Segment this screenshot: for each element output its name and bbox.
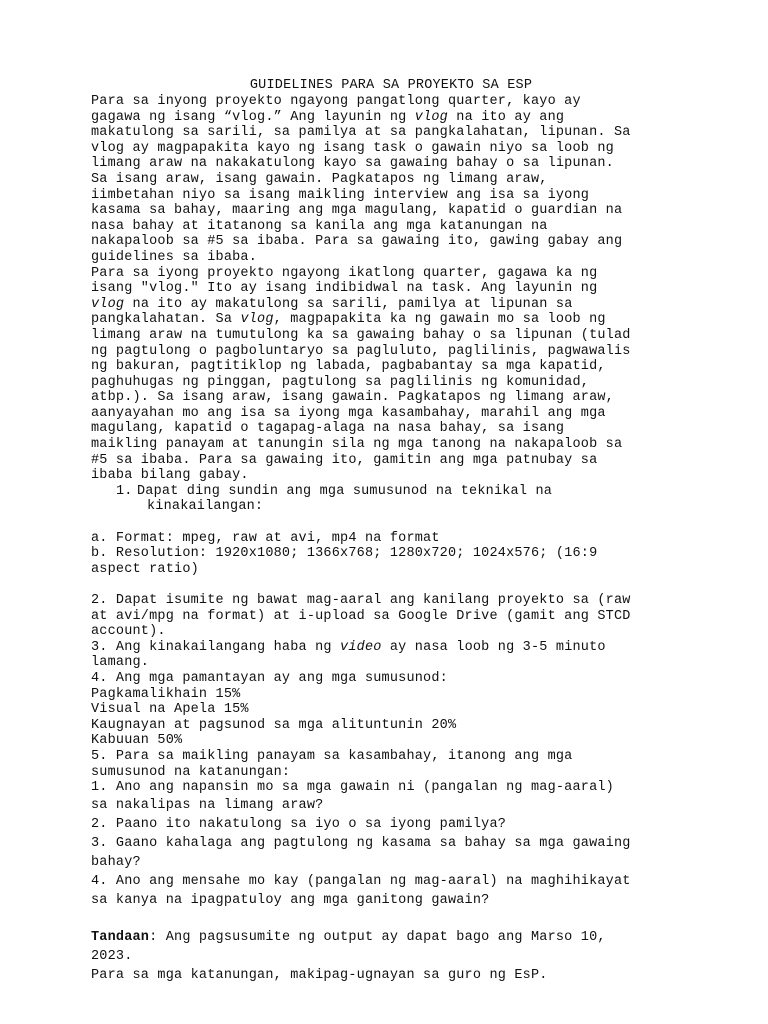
technical-spec-list	[91, 531, 691, 578]
text-line: lamang.	[91, 655, 150, 671]
text-line: paghuhugas ng pinggan, pagtulong sa paglilinis ng komunidad,	[91, 374, 590, 390]
text-line: nasa bahay at itatanong sa kanila ang mga katanungan na	[91, 218, 548, 234]
text-line: iimbetahan niyo sa isang maikling interview ang isa sa iyong	[91, 187, 590, 203]
list-item-submission: 2. Dapat isumite ng bawat mag-aaral ang kanilang proyekto sa (raw	[91, 593, 631, 608]
text-line: Sa isang araw, isang gawain. Pagkatapos ng limang araw,	[91, 171, 548, 187]
numbered-list	[91, 593, 691, 910]
text-line: #5 sa ibaba. Para sa gawaing ito, gamitin ang mga patnubay sa	[91, 452, 598, 468]
text-line: pangkalahatan. Sa vlog, magpapakita ka ng gawain mo sa loob ng	[91, 312, 606, 328]
text-line: nakapaloob sa #5 sa ibaba. Para sa gawaing ito, gawing gabay ang	[91, 234, 623, 250]
list-item-technical-requirements	[91, 484, 691, 515]
spacer	[91, 577, 691, 593]
document-body	[91, 78, 691, 985]
criteria-creativity: Pagkamalikhain 15%	[91, 686, 241, 702]
list-item-interview: 5. Para sa maikling panayam sa kasambahay, itanong ang mga	[91, 748, 573, 764]
text-line: Para sa inyong proyekto ngayong pangatlong quarter, kayo ay	[91, 94, 581, 109]
paragraph-intro-2	[91, 266, 691, 484]
text-line: limang araw na nakakatulong kayo sa gawaing bahay o sa lipunan.	[91, 156, 614, 172]
question-4: 4. Ano ang mensahe mo kay (pangalan ng mag-aaral) na maghihikayat	[91, 873, 631, 889]
list-item-duration: 3. Ang kinakailangang haba ng video ay nasa loob ng 3-5 minuto	[91, 639, 606, 655]
list-number: 1.	[116, 483, 133, 499]
text-line: Para sa iyong proyekto ngayong ikatlong quarter, gagawa ka ng	[91, 265, 598, 281]
spacer	[91, 515, 691, 531]
spacer	[91, 910, 691, 928]
text-line: gagawa ng isang “vlog.” Ang layunin ng vlog na ito ay ang	[91, 109, 565, 125]
text-line: account).	[91, 624, 166, 640]
text-line: vlog na ito ay makatulong sa sarili, pamilya at lipunan sa	[91, 296, 573, 312]
list-item-criteria: 4. Ang mga pamantayan ay ang mga sumusunod:	[91, 670, 448, 686]
text-line: sa nakalipas na limang araw?	[91, 797, 324, 813]
text-line: Tandaan: Ang pagsusumite ng output ay dapat bago ang Marso 10,	[91, 929, 606, 945]
text-line: isang "vlog." Ito ay isang indibidwal na task. Ang layunin ng	[91, 281, 598, 297]
text-line: magulang, kapatid o tagapag-alaga na nasa bahay, sa isang	[91, 421, 565, 437]
text-line: at avi/mpg na format) at i-upload sa Google Drive (gamit ang STCD	[91, 608, 631, 624]
text-line: makatulong sa sarili, sa pamilya at sa pangkalahatan, lipunan. Sa	[91, 125, 631, 141]
text-line: Dapat ding sundin ang mga sumusunod na teknikal na	[137, 483, 553, 499]
text-line: kasama sa bahay, maaring ang mga magulang, kapatid o guardian na	[91, 203, 623, 219]
deadline-note	[91, 928, 691, 985]
question-1: 1. Ano ang napansin mo sa mga gawain ni (pangalan ng mag-aaral)	[91, 780, 614, 796]
contact-note: Para sa mga katanungan, makipag-ugnayan sa guro ng EsP.	[91, 967, 548, 983]
text-line: ibaba bilang gabay.	[91, 468, 249, 484]
text-line: ng bakuran, pagtitiklop ng labada, pagbabantay sa mga kapatid,	[91, 359, 606, 375]
text-line: aanyayahan mo ang isa sa iyong mga kasambahay, marahil ang mga	[91, 405, 606, 421]
text-line: ng pagtulong o pagboluntaryo sa pagluluto, paglilinis, pagwawalis	[91, 343, 631, 359]
text-line: vlog ay magpapakita kayo ng isang task o gawain niyo sa loob ng	[91, 140, 614, 156]
document-title: GUIDELINES PARA SA PROYEKTO SA ESP	[249, 78, 533, 93]
text-line: 2023.	[91, 948, 133, 964]
text-line: guidelines sa ibaba.	[91, 249, 258, 265]
paragraph-intro-1	[91, 94, 691, 266]
question-3: 3. Gaano kahalaga ang pagtulong ng kasama sa bahay sa mga gawaing	[91, 835, 631, 851]
note-label: Tandaan	[91, 929, 150, 945]
text-line: atbp.). Sa isang araw, isang gawain. Pagkatapos ng limang araw,	[91, 390, 614, 406]
text-line: sumusunod na katanungan:	[91, 764, 291, 780]
text-line: bahay?	[91, 854, 141, 870]
text-line: sa kanya na ipagpatuloy ang mga ganitong gawain?	[91, 892, 490, 908]
spec-format: a. Format: mpeg, raw at avi, mp4 na format	[91, 530, 440, 546]
criteria-relevance: Kaugnayan at pagsunod sa mga alituntunin 20%	[91, 717, 457, 733]
text-line: kinakailangan:	[147, 499, 264, 515]
criteria-visual-appeal: Visual na Apela 15%	[91, 702, 249, 718]
spec-resolution: b. Resolution: 1920x1080; 1366x768; 1280x720; 1024x576; (16:9	[91, 546, 598, 562]
text-line: limang araw na tumutulong ka sa gawaing bahay o sa lipunan (tulad	[91, 327, 631, 343]
text-line: maikling panayam at tanungin sila ng mga tanong na nakapaloob sa	[91, 437, 623, 453]
question-2: 2. Paano ito nakatulong sa iyo o sa iyong pamilya?	[91, 816, 507, 832]
criteria-total: Kabuuan 50%	[91, 733, 183, 749]
text-line: aspect ratio)	[91, 561, 199, 577]
